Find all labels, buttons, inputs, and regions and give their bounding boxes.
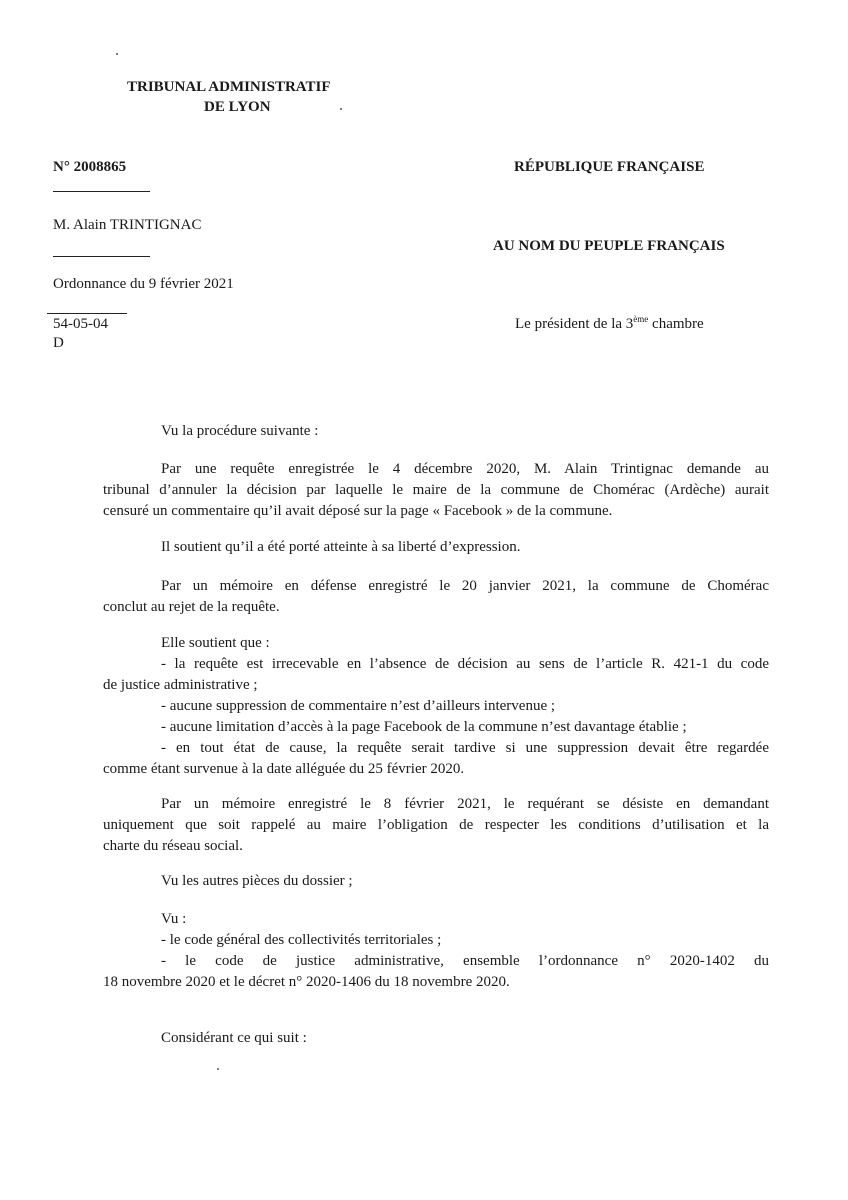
text-line: Par un mémoire enregistré le 8 février 2021, le requérant se désiste en demandant bbox=[161, 796, 769, 812]
text-line: - le code de justice administrative, ensemble l’ordonnance n° 2020-1402 du bbox=[161, 953, 769, 969]
president-line bbox=[515, 316, 704, 333]
case-number: N° 2008865 bbox=[53, 159, 127, 175]
in-name-heading: AU NOM DU PEUPLE FRANÇAIS bbox=[493, 238, 725, 254]
text-line: - aucune suppression de commentaire n’est d’ailleurs intervenue ; bbox=[161, 698, 556, 714]
paragraph-defense-arguments bbox=[103, 633, 769, 780]
court-name-line1: TRIBUNAL ADMINISTRATIF bbox=[127, 79, 331, 95]
order-date: Ordonnance du 9 février 2021 bbox=[53, 276, 234, 292]
text-line: charte du réseau social. bbox=[103, 838, 243, 854]
text-line: censuré un commentaire qu’il avait déposé sur la page « Facebook » de la commune. bbox=[103, 503, 613, 519]
president-ordinal: ème bbox=[633, 314, 649, 324]
paragraph-withdrawal bbox=[103, 794, 769, 857]
classification-code: 54-05-04 bbox=[53, 316, 108, 332]
paragraph-other-documents: Vu les autres pièces du dossier ; bbox=[161, 873, 353, 889]
text-line: uniquement que soit rappelé au maire l’obligation de respecter les conditions d’utilisation et la bbox=[103, 817, 769, 833]
text-line: - en tout état de cause, la requête serait tardive si une suppression devait être regardée bbox=[161, 740, 769, 756]
text-line: Par un mémoire en défense enregistré le 20 janvier 2021, la commune de Chomérac bbox=[161, 578, 769, 594]
divider bbox=[53, 256, 150, 257]
paragraph-defense bbox=[103, 576, 769, 618]
text-line: de justice administrative ; bbox=[103, 677, 258, 693]
text-line: Elle soutient que : bbox=[161, 635, 270, 651]
vu-procedure: Vu la procédure suivante : bbox=[161, 423, 319, 439]
party-name: M. Alain TRINTIGNAC bbox=[53, 217, 202, 233]
paragraph-considering: Considérant ce qui suit : bbox=[161, 1030, 307, 1046]
paragraph-request bbox=[103, 459, 769, 522]
president-text: Le président de la 3 bbox=[515, 316, 634, 332]
text-line: - aucune limitation d’accès à la page Facebook de la commune n’est davantage établie ; bbox=[161, 719, 687, 735]
president-chamber: chambre bbox=[648, 316, 704, 332]
scan-speck bbox=[116, 53, 118, 55]
scan-speck bbox=[217, 1068, 219, 1070]
text-line: - le code général des collectivités territoriales ; bbox=[161, 932, 442, 948]
classification-letter: D bbox=[53, 335, 64, 351]
text-line: comme étant survenue à la date alléguée du 25 février 2020. bbox=[103, 761, 465, 777]
paragraph-legal-references bbox=[103, 909, 769, 993]
divider bbox=[47, 313, 127, 314]
text-line: conclut au rejet de la requête. bbox=[103, 599, 280, 615]
scan-speck bbox=[340, 108, 342, 110]
republic-heading: RÉPUBLIQUE FRANÇAISE bbox=[514, 159, 705, 175]
text-line: 18 novembre 2020 et le décret n° 2020-1406 du 18 novembre 2020. bbox=[103, 974, 510, 990]
court-name-line2: DE LYON bbox=[204, 99, 271, 115]
text-line: - la requête est irrecevable en l’absence de décision au sens de l’article R. 421-1 du code bbox=[161, 656, 769, 672]
text-line: tribunal d’annuler la décision par laquelle le maire de la commune de Chomérac (Ardèche) aurait bbox=[103, 482, 769, 498]
text-line: Vu : bbox=[161, 911, 187, 927]
text-line: Par une requête enregistrée le 4 décembre 2020, M. Alain Trintignac demande au bbox=[161, 461, 769, 477]
paragraph-argument: Il soutient qu’il a été porté atteinte à sa liberté d’expression. bbox=[161, 539, 521, 555]
divider bbox=[53, 191, 150, 192]
